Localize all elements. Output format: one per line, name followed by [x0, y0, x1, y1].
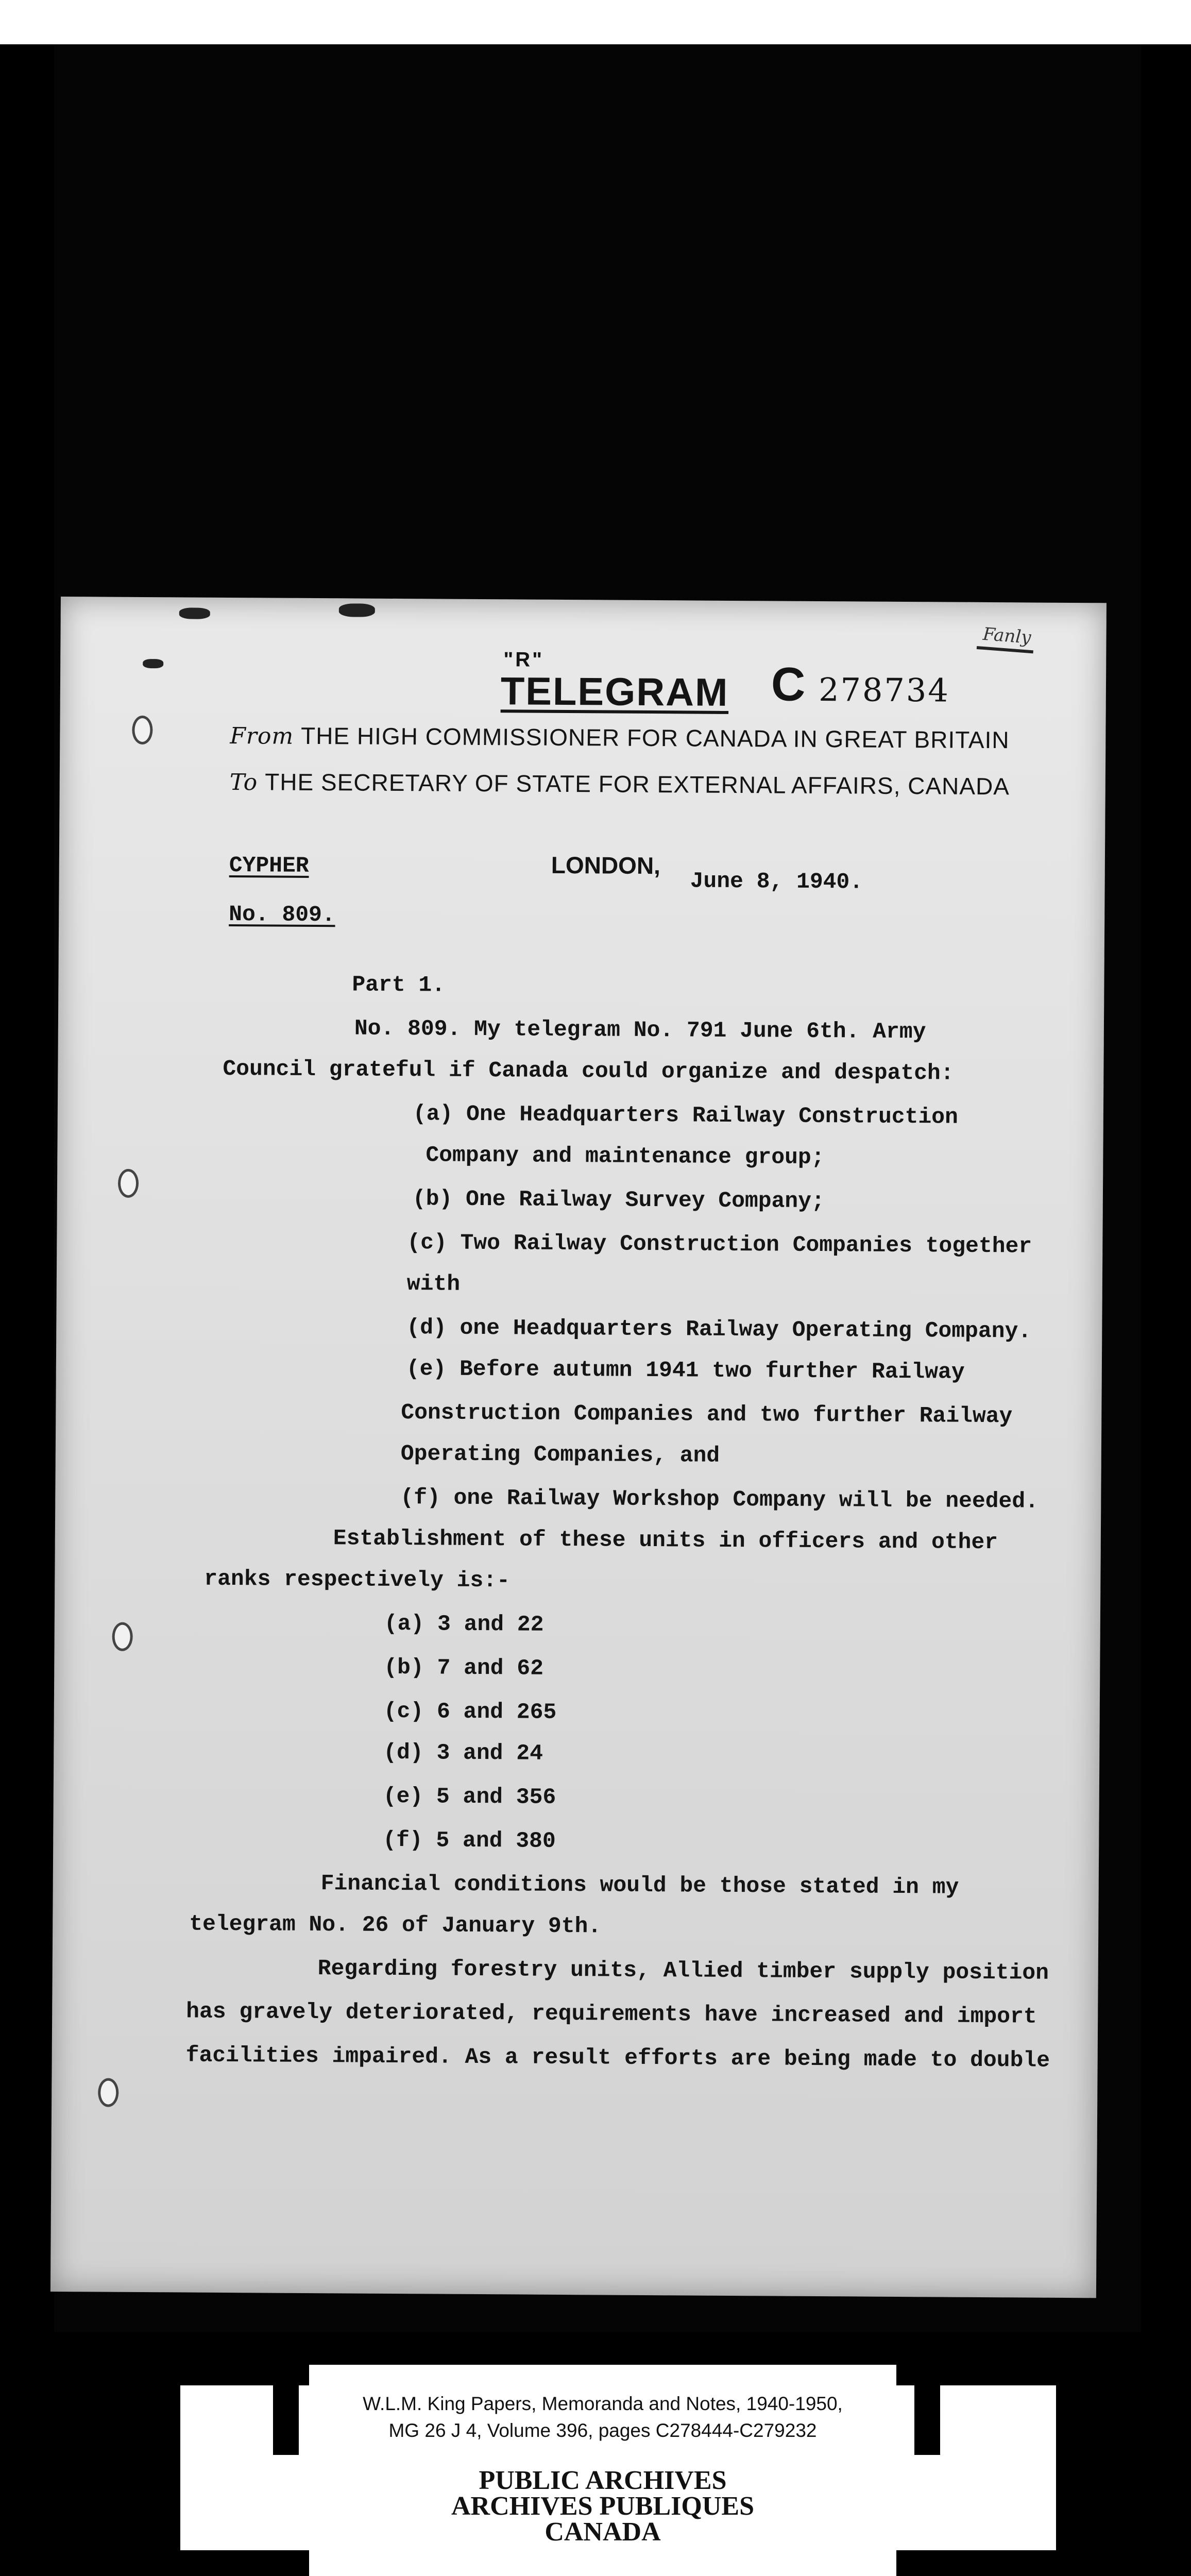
top-margin — [0, 0, 1191, 44]
label-tab — [914, 2385, 940, 2455]
body-line: facilities impaired. As a result efforts are being made to double — [185, 2042, 1050, 2073]
archive-name-en: PUBLIC ARCHIVES — [479, 2466, 727, 2495]
citation-line: W.L.M. King Papers, Memoranda and Notes, 1940-1950, — [363, 2393, 843, 2414]
archive-name-fr: ARCHIVES PUBLIQUES — [451, 2492, 755, 2521]
body-line: ranks respectively is:- — [204, 1566, 510, 1594]
archive-citation — [309, 2391, 896, 2444]
document-title: TELEGRAM — [500, 669, 729, 715]
body-line: (c) Two Railway Construction Companies together — [407, 1230, 1032, 1259]
telegram-number: No. 809. — [229, 902, 335, 928]
body-line: Establishment of these units in officers and other — [333, 1526, 998, 1555]
body-line: Operating Companies, and — [400, 1441, 720, 1468]
punch-hole — [112, 1622, 132, 1651]
to-line — [230, 768, 1010, 800]
classification-mark: "R" — [503, 648, 545, 671]
document-number-prefix: C — [771, 658, 807, 711]
punch-hole — [98, 2078, 118, 2107]
label-tab — [273, 2385, 299, 2455]
cypher-label: CYPHER — [229, 853, 309, 878]
handwritten-note: Fanly — [977, 623, 1035, 653]
body-line: (e) Before autumn 1941 two further Railway — [406, 1356, 965, 1385]
body-line: No. 809. My telegram No. 791 June 6th. Army — [354, 1015, 926, 1045]
punch-hole — [118, 1169, 139, 1198]
body-line: Construction Companies and two further Railway — [401, 1400, 1013, 1429]
to-text: THE SECRETARY OF STATE FOR EXTERNAL AFFAIRS, CANADA — [265, 768, 1010, 800]
establishment-row: (b) 7 and 62 — [384, 1654, 544, 1681]
establishment-row: (e) 5 and 356 — [383, 1783, 556, 1810]
establishment-row: (f) 5 and 380 — [383, 1827, 556, 1854]
establishment-row: (a) 3 and 22 — [384, 1611, 544, 1637]
to-label: To — [229, 769, 258, 796]
document-number — [771, 657, 950, 713]
punch-hole — [132, 716, 152, 744]
body-line: Part 1. — [352, 972, 446, 998]
body-line: has gravely deteriorated, requirements have increased and import — [186, 1998, 1037, 2029]
from-label: From — [230, 723, 294, 750]
place-of-origin: LONDON, — [551, 851, 661, 879]
body-line: with — [406, 1271, 461, 1297]
ink-smudge — [339, 603, 375, 617]
establishment-row: (c) 6 and 265 — [383, 1698, 557, 1725]
body-line: (b) One Railway Survey Company; — [412, 1186, 825, 1214]
archive-country: CANADA — [545, 2517, 661, 2547]
ink-smudge — [179, 607, 210, 619]
telegram-date: June 8, 1940. — [690, 868, 863, 895]
archive-label — [309, 2365, 896, 2576]
body-line: Regarding forestry units, Allied timber supply position — [317, 1956, 1049, 1986]
archive-name — [309, 2468, 896, 2545]
document-number-digits: 278734 — [818, 670, 950, 709]
from-text: THE HIGH COMMISSIONER FOR CANADA IN GREAT BRITAIN — [300, 722, 1010, 754]
from-line — [230, 721, 1010, 754]
citation-line: MG 26 J 4, Volume 396, pages C278444-C279232 — [388, 2420, 817, 2441]
body-line: telegram No. 26 of January 9th. — [189, 1911, 602, 1939]
body-line: (a) One Headquarters Railway Construction — [413, 1101, 958, 1130]
body-line: (f) one Railway Workshop Company will be needed. — [400, 1485, 1039, 1514]
body-line: Financial conditions would be those stated in my — [320, 1871, 959, 1900]
establishment-row: (d) 3 and 24 — [383, 1739, 543, 1766]
telegram-page — [50, 597, 1107, 2298]
ink-smudge — [143, 659, 163, 668]
body-line: Company and maintenance group; — [426, 1142, 825, 1171]
body-line: (d) one Headquarters Railway Operating Company. — [406, 1315, 1032, 1344]
body-line: Council grateful if Canada could organize and despatch: — [223, 1056, 954, 1086]
